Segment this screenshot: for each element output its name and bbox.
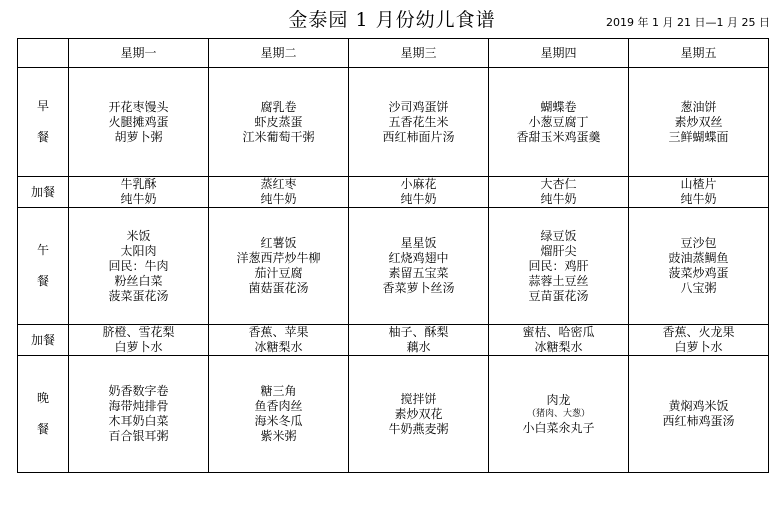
lunch-wednesday xyxy=(349,208,489,325)
menu-item: 熘肝尖 xyxy=(540,243,577,258)
day-header-friday: 星期五 xyxy=(629,39,769,68)
lunch-label xyxy=(18,208,69,325)
breakfast-tuesday xyxy=(209,68,349,177)
menu-item: 脐橙、雪花梨 xyxy=(102,325,175,339)
menu-item: 香蕉、苹果 xyxy=(248,325,309,339)
menu-item: 蝴蝶卷 xyxy=(540,99,577,114)
menu-item: 柚子、酥梨 xyxy=(388,325,449,339)
date-range: 2019 年 1 月 21 日—1 月 25 日 xyxy=(606,16,770,29)
menu-item: 藕水 xyxy=(406,340,431,354)
menu-item: 纯牛奶 xyxy=(400,192,437,206)
breakfast-label xyxy=(18,68,69,177)
menu-item: 大杏仁 xyxy=(540,177,577,191)
lunch-label-top: 午 xyxy=(36,243,49,257)
menu-item: 江米葡萄干粥 xyxy=(242,129,315,144)
menu-item: 纯牛奶 xyxy=(260,192,297,206)
menu-item: 搅拌饼 xyxy=(400,391,437,406)
dinner-wednesday xyxy=(349,356,489,473)
menu-item: 洋葱西芹炒牛柳 xyxy=(236,251,321,265)
lunch-tuesday xyxy=(209,208,349,325)
breakfast-monday xyxy=(69,68,209,177)
menu-item: 蒜蓉土豆丝 xyxy=(528,273,589,288)
menu-item: 三鲜蝴蝶面 xyxy=(668,129,729,144)
menu-item: 小麻花 xyxy=(400,177,437,191)
menu-item: 素炒双丝 xyxy=(674,114,723,129)
menu-item: 海带炖排骨 xyxy=(108,399,169,413)
breakfast-label-bottom: 餐 xyxy=(36,130,49,144)
breakfast-row xyxy=(18,68,769,177)
breakfast-label-top: 早 xyxy=(36,99,49,113)
menu-item: 红烧鸡翅中 xyxy=(388,251,449,265)
menu-item: 绿豆饭 xyxy=(540,228,577,243)
menu-item: 木耳奶白菜 xyxy=(108,414,169,428)
menu-item: 豆沙包 xyxy=(680,236,717,250)
menu-item: 香甜玉米鸡蛋羹 xyxy=(516,129,601,144)
menu-item: 胡萝卜粥 xyxy=(114,129,163,144)
day-header-monday: 星期一 xyxy=(69,39,209,68)
lunch-label-bottom: 餐 xyxy=(36,274,49,288)
dinner-label xyxy=(18,356,69,473)
menu-item: 蒸红枣 xyxy=(260,177,297,191)
menu-item: 菠菜蛋花汤 xyxy=(108,288,169,303)
menu-item: 冰糖梨水 xyxy=(254,340,303,354)
menu-item: 肉龙 xyxy=(546,392,571,407)
snack2-friday xyxy=(629,325,769,356)
menu-item-note: （猪肉、大葱） xyxy=(526,408,590,419)
snack1-row xyxy=(18,177,769,208)
menu-item: 西红柿面片汤 xyxy=(382,129,455,144)
lunch-monday xyxy=(69,208,209,325)
dinner-monday xyxy=(69,356,209,473)
menu-item: 冰糖梨水 xyxy=(534,340,583,354)
menu-item: 紫米粥 xyxy=(260,429,297,443)
menu-item: 葱油饼 xyxy=(680,99,717,114)
snack1-wednesday xyxy=(349,177,489,208)
menu-item: 回民：鸡肝 xyxy=(528,258,589,273)
snack1-friday xyxy=(629,177,769,208)
menu-item: 沙司鸡蛋饼 xyxy=(388,99,449,114)
snack2-tuesday xyxy=(209,325,349,356)
menu-item: 香菜萝卜丝汤 xyxy=(382,281,455,295)
menu-item: 腐乳卷 xyxy=(260,99,297,114)
menu-item: 米饭 xyxy=(126,228,151,243)
menu-item: 红薯饭 xyxy=(260,236,297,250)
menu-item: 百合银耳粥 xyxy=(108,429,169,443)
menu-item: 海米冬瓜 xyxy=(254,414,303,428)
corner-cell xyxy=(18,39,69,68)
menu-item: 素炒双花 xyxy=(394,406,443,421)
menu-item: 白萝卜水 xyxy=(114,340,163,354)
menu-item: 西红柿鸡蛋汤 xyxy=(662,414,735,428)
day-header-tuesday: 星期二 xyxy=(209,39,349,68)
snack1-tuesday xyxy=(209,177,349,208)
snack2-row xyxy=(18,325,769,356)
snack2-wednesday xyxy=(349,325,489,356)
snack2-thursday xyxy=(489,325,629,356)
menu-item: 回民：牛肉 xyxy=(108,258,169,273)
snack2-label: 加餐 xyxy=(18,325,69,356)
snack1-thursday xyxy=(489,177,629,208)
snack2-monday xyxy=(69,325,209,356)
menu-item: 香蕉、火龙果 xyxy=(662,325,735,339)
dinner-thursday xyxy=(489,356,629,473)
menu-item: 五香花生米 xyxy=(388,114,449,129)
dinner-tuesday xyxy=(209,356,349,473)
dinner-label-bottom: 餐 xyxy=(36,422,49,436)
lunch-row xyxy=(18,208,769,325)
menu-item: 糖三角 xyxy=(260,384,297,398)
menu-item: 纯牛奶 xyxy=(680,192,717,206)
menu-item: 白萝卜水 xyxy=(674,340,723,354)
snack1-label: 加餐 xyxy=(18,177,69,208)
day-header-wednesday: 星期三 xyxy=(349,39,489,68)
dinner-friday xyxy=(629,356,769,473)
menu-item: 牛奶燕麦粥 xyxy=(388,421,449,436)
menu-item: 鱼香肉丝 xyxy=(254,399,303,413)
menu-item: 纯牛奶 xyxy=(540,192,577,206)
menu-item: 黄焖鸡米饭 xyxy=(668,399,729,413)
menu-item: 牛乳酥 xyxy=(120,177,157,191)
menu-item: 蜜桔、哈密瓜 xyxy=(522,325,595,339)
menu-item: 素留五宝菜 xyxy=(388,266,449,280)
menu-item: 豉油蒸鲷鱼 xyxy=(668,251,729,265)
lunch-friday xyxy=(629,208,769,325)
breakfast-friday xyxy=(629,68,769,177)
breakfast-thursday xyxy=(489,68,629,177)
dinner-label-top: 晚 xyxy=(36,391,49,405)
dinner-row xyxy=(18,356,769,473)
menu-item: 豆苗蛋花汤 xyxy=(528,288,589,303)
lunch-thursday xyxy=(489,208,629,325)
menu-item: 虾皮蒸蛋 xyxy=(254,114,303,129)
header-row xyxy=(18,39,769,68)
menu-item: 菌菇蛋花汤 xyxy=(248,281,309,295)
menu-table xyxy=(17,38,769,473)
menu-item: 山楂片 xyxy=(680,177,717,191)
menu-item: 小葱豆腐丁 xyxy=(528,114,589,129)
menu-item: 奶香数字卷 xyxy=(108,384,169,398)
menu-item: 茄汁豆腐 xyxy=(254,266,303,280)
snack1-monday xyxy=(69,177,209,208)
menu-item: 纯牛奶 xyxy=(120,192,157,206)
menu-item: 菠菜炒鸡蛋 xyxy=(668,266,729,280)
menu-item: 星星饭 xyxy=(400,236,437,250)
menu-item: 太阳肉 xyxy=(120,243,157,258)
menu-item: 粉丝白菜 xyxy=(114,273,163,288)
breakfast-wednesday xyxy=(349,68,489,177)
day-header-thursday: 星期四 xyxy=(489,39,629,68)
menu-item: 火腿摊鸡蛋 xyxy=(108,114,169,129)
page-title: 金泰园 1 月份幼儿食谱 xyxy=(288,9,496,31)
menu-item: 开花枣馒头 xyxy=(108,99,169,114)
menu-item: 八宝粥 xyxy=(680,281,717,295)
menu-item: 小白菜氽丸子 xyxy=(522,420,595,435)
